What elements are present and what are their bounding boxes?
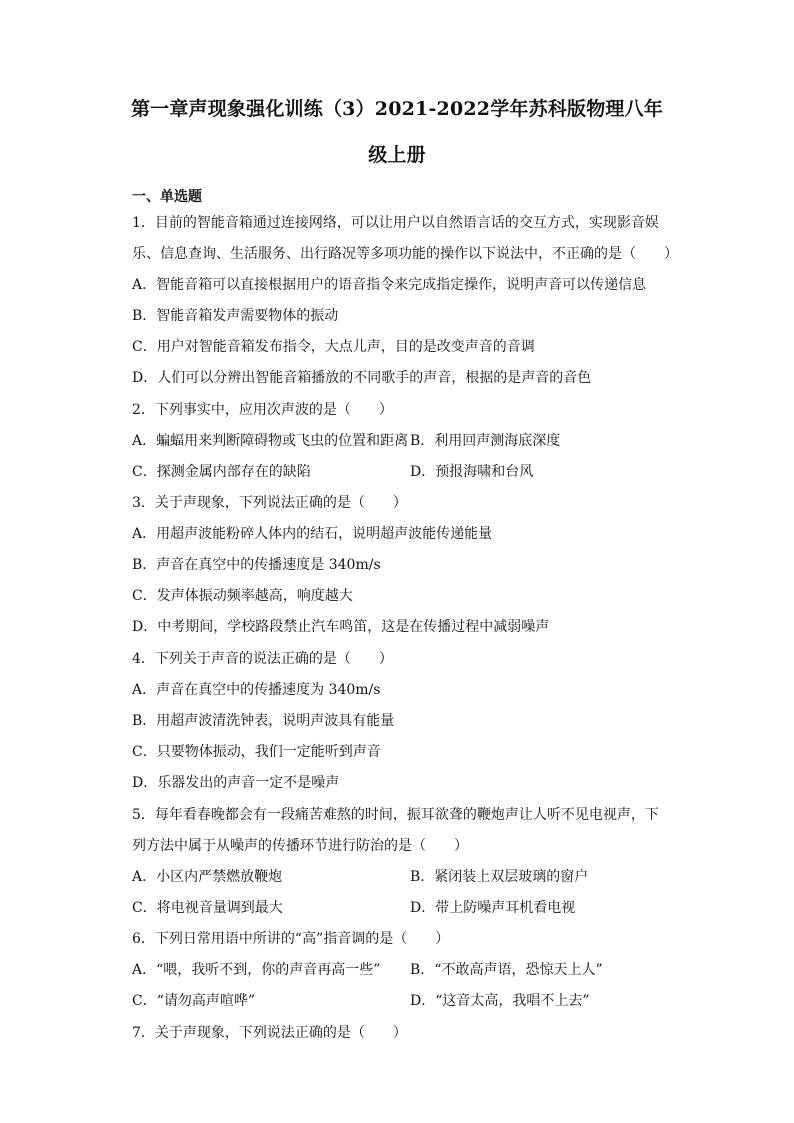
question-4-option-a: A．声音在真空中的传播速度为 340m/s (132, 682, 381, 698)
question-6-option-a: A．“喂，我听不到，你的声音再高一些” (132, 962, 381, 978)
question-5-option-c: C．将电视音量调到最大 (132, 900, 283, 916)
question-2-option-a: A．蝙蝠用来判断障碍物或飞虫的位置和距离 (132, 433, 409, 449)
question-6-stem: 6．下列日常用语中所讲的“高”指音调的是（ ） (132, 931, 450, 947)
question-5-stem-line-2: 列方法中属于从噪声的传播环节进行防治的是（ ） (132, 838, 468, 854)
question-2-stem: 2．下列事实中，应用次声波的是（ ） (132, 402, 393, 418)
question-2-option-d: D．预报海啸和台风 (410, 464, 534, 480)
question-7-stem: 7．关于声现象，下列说法正确的是（ ） (132, 1025, 407, 1041)
question-3-option-b: B．声音在真空中的传播速度是 340m/s (132, 557, 381, 573)
question-3-option-a: A．用超声波能粉碎人体内的结石，说明超声波能传递能量 (132, 526, 493, 542)
question-1-option-c: C．用户对智能音箱发布指令，大点儿声，目的是改变声音的音调 (132, 339, 535, 355)
question-4-stem: 4．下列关于声音的说法正确的是（ ） (132, 651, 393, 667)
question-3-option-c: C．发声体振动频率越高，响度越大 (132, 588, 353, 604)
question-1-option-b: B．智能音箱发声需要物体的振动 (132, 308, 339, 324)
question-6-option-c: C．“请勿高声喧哗” (132, 993, 256, 1009)
question-2-option-c: C．探测金属内部存在的缺陷 (132, 464, 311, 480)
question-5-stem-line-1: 5．每年看春晚都会有一段痛苦难熬的时间，振耳欲聋的鞭炮声让人听不见电视声，下 (132, 807, 659, 823)
question-6-option-b: B．“不敢高声语，恐惊天上人” (410, 962, 603, 978)
question-1-option-a: A．智能音箱可以直接根据用户的语音指令来完成指定操作，说明声音可以传递信息 (132, 277, 647, 293)
question-3-stem: 3．关于声现象，下列说法正确的是（ ） (132, 495, 407, 511)
document-title-line-1: 第一章声现象强化训练（3）2021-2022学年苏科版物理八年 (130, 98, 664, 120)
question-1-option-d: D．人们可以分辨出智能音箱播放的不同歌手的声音，根据的是声音的音色 (132, 370, 592, 386)
question-4-option-d: D．乐器发出的声音一定不是噪声 (132, 775, 340, 791)
question-2-option-b: B．利用回声测海底深度 (410, 433, 561, 449)
question-6-option-d: D．“这音太高，我唱不上去” (410, 993, 590, 1009)
question-1-stem-line-2: 乐、信息查询、生活服务、出行路况等多项功能的操作以下说法中，不正确的是（ ） (132, 246, 678, 262)
question-4-option-c: C．只要物体振动，我们一定能听到声音 (132, 744, 381, 760)
section-heading: 一、单选题 (132, 189, 202, 205)
question-5-option-a: A．小区内严禁燃放鞭炮 (132, 869, 283, 885)
question-3-option-d: D．中考期间，学校路段禁止汽车鸣笛，这是在传播过程中减弱噪声 (132, 619, 550, 635)
question-4-option-b: B．用超声波清洗钟表，说明声波具有能量 (132, 713, 395, 729)
question-5-option-b: B．紧闭装上双层玻璃的窗户 (410, 869, 589, 885)
question-5-option-d: D．带上防噪声耳机看电视 (410, 900, 576, 916)
document-title-line-2: 级上册 (368, 144, 426, 166)
question-1-stem-line-1: 1．目前的智能音箱通过连接网络，可以让用户以自然语言话的交互方式，实现影音娱 (132, 215, 659, 231)
